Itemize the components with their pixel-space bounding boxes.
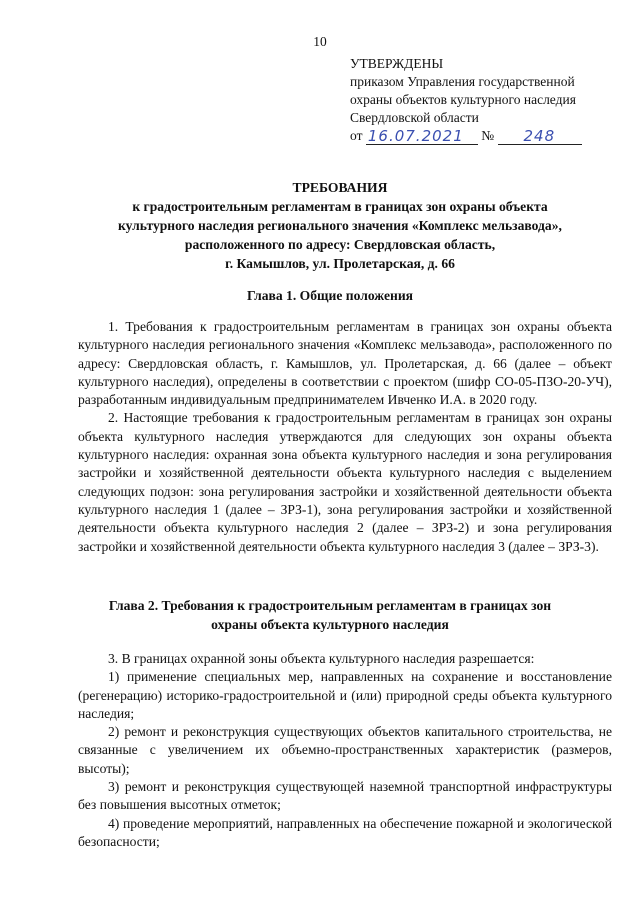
title-main: ТРЕБОВАНИЯ	[292, 180, 388, 195]
chapter-1-heading: Глава 1. Общие положения	[246, 288, 414, 303]
chapter-2-body	[78, 650, 612, 851]
number-prefix: №	[481, 128, 495, 143]
approval-line-3: Свердловской области	[350, 110, 479, 125]
list-item-2: 2) ремонт и реконструкция существующих объектов капитального строительства, не связанные с увеличением их объемно-пространственных характеристик (размеров, высоты);	[78, 724, 612, 776]
paragraph-1: 1. Требования к градостроительным регламентам в границах зон охраны объекта культурного наследия регионального значения «Комплекс мельзавода», расположенного по адресу: Свердловская область, г. Камышлов, ул. Пролетарская, д. 66 (далее – объект культурного наследия), определены в соответствии с проектом (шифр СО-05-ПЗО-20-УЧ), разработанным индивидуальным предпринимателем Ивченко И.А. в 2020 году.	[78, 319, 612, 408]
paragraph-2: 2. Настоящие требования к градостроительным регламентам в границах зон охраны объекта культурного наследия утверждаются для следующих зон охраны объекта культурного наследия: охранная зона объекта культурного наследия и зона регулирования застройки и хозяйственной деятельности объекта культурного наследия с выделением следующих подзон: зона регулирования застройки и хозяйственной деятельности объекта культурного наследия 1 (далее – ЗРЗ-1), зона регулирования застройки и хозяйственной деятельности объекта культурного наследия 2 (далее – ЗРЗ-2) и зона регулирования застройки и хозяйственной деятельности объекта культурного наследия 3 (далее – ЗРЗ-3).	[78, 410, 612, 554]
chapter-2-heading-line-2: охраны объекта культурного наследия	[211, 617, 449, 632]
chapter-1-body	[78, 318, 612, 556]
list-item-3: 3) ремонт и реконструкция существующей наземной транспортной инфраструктуры без повышения высотных отметок;	[78, 779, 612, 813]
document-title	[60, 178, 620, 273]
number-field	[498, 128, 582, 145]
approval-stamp	[350, 55, 620, 145]
chapter-2-heading-line-1: Глава 2. Требования к градостроительным регламентам в границах зон	[108, 598, 552, 613]
chapter-2-heading	[40, 596, 620, 634]
approval-line-2: охраны объектов культурного наследия	[350, 92, 576, 107]
list-item-1: 1) применение специальных мер, направленных на сохранение и восстановление (регенерацию) историко-градостроительной и (или) природной среды объекта культурного наследия;	[78, 669, 612, 721]
list-item-4: 4) проведение мероприятий, направленных на обеспечение пожарной и экологической безопасности;	[78, 815, 612, 849]
page-number: 10	[313, 34, 327, 49]
approval-heading: УТВЕРЖДЕНЫ	[350, 56, 444, 71]
paragraph-3: 3. В границах охранной зоны объекта культурного наследия разрешается:	[108, 651, 535, 666]
title-line-4: г. Камышлов, ул. Пролетарская, д. 66	[225, 256, 455, 271]
handwritten-date: 16.07.2021	[367, 127, 464, 145]
title-line-3: расположенного по адресу: Свердловская область,	[184, 237, 496, 252]
title-line-1: к градостроительным регламентам в границах зон охраны объекта	[132, 199, 548, 214]
date-field	[366, 128, 478, 145]
handwritten-number: 248	[523, 127, 556, 145]
approval-date-row	[350, 127, 620, 145]
date-prefix: от	[350, 128, 363, 143]
title-line-2: культурного наследия регионального значения «Комплекс мельзавода»,	[118, 218, 562, 233]
approval-line-1: приказом Управления государственной	[350, 74, 575, 89]
